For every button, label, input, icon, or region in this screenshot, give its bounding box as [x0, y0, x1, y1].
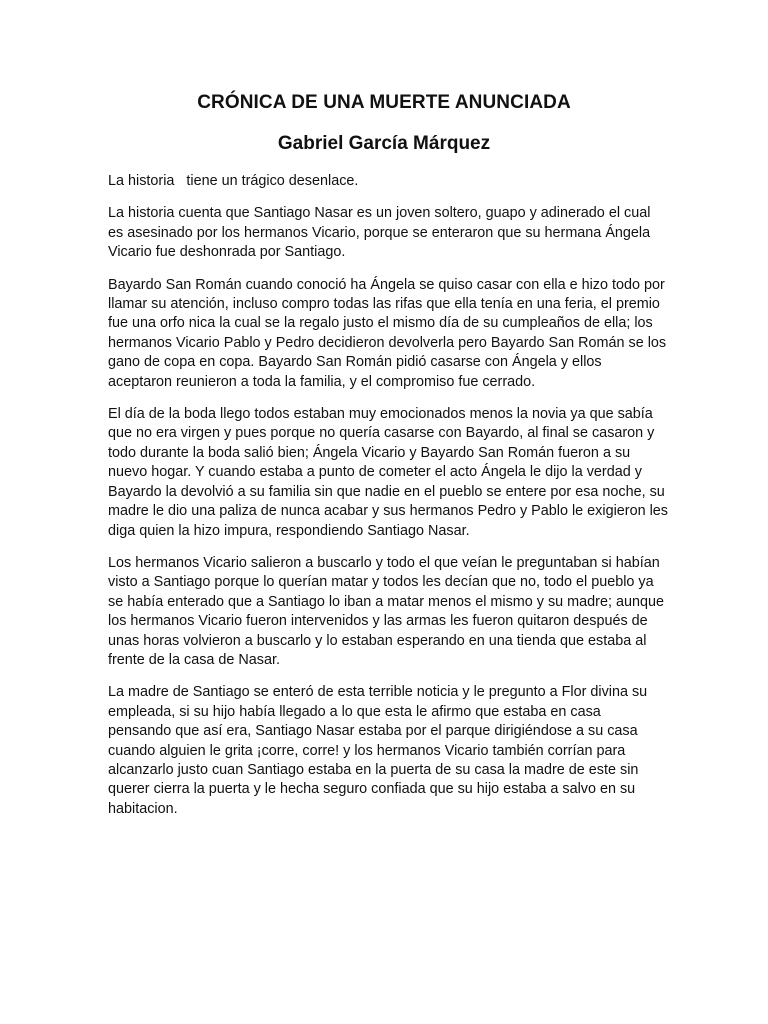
paragraph-5: Los hermanos Vicario salieron a buscarlo y todo el que veían le preguntaban si habían visto a Santiago porque lo querían matar y todos les decían que no, todo el pueblo ya se había enterado que a Santiago lo iban a matar menos el mismo y su madre; aunque los hermanos Vicario fueron intervenidos y las armas les fueron quitaron después de unas horas volvieron a buscarlo y lo estaban esperando en una tienda que estaba al frente de la casa de Nasar. [108, 554, 668, 668]
document-author: Gabriel García Márquez [277, 133, 491, 154]
paragraph-3: Bayardo San Román cuando conoció ha Ángela se quiso casar con ella e hizo todo por llamar su atención, incluso compro todas las rifas que ella tenía en una feria, el premio fue una orfo nica la cual se la regalo justo el mismo día de su cumpleaños de ella; los hermanos Vicario Pablo y Pedro decidieron devolverla pero Bayardo San Román se los gano de copa en copa. Bayardo San Román pidió casarse con Ángela y ellos aceptaron reunieron a toda la familia, y el compromiso fue cerrado. [108, 276, 671, 390]
document-body [108, 172, 672, 832]
paragraph-6: La madre de Santiago se enteró de esta terrible noticia y le pregunto a Flor divina su empleada, si su hijo había llegado a lo que esta le afirmo que estaba en casa pensando que así era, Santiago Nasar estaba por el parque dirigiéndose a su casa cuando alguien le grita ¡corre, corre! y los hermanos Vicario también corrían para alcanzarlo justo cuan Santiago estaba en la puerta de su casa la madre de este sin querer cierra la puerta y le hecha seguro confiada que su hijo estaba a salvo en su habitacion. [108, 684, 652, 817]
paragraph-1: La historia tiene un trágico desenlace. [108, 173, 359, 189]
paragraph-4: El día de la boda llego todos estaban muy emocionados menos la novia ya que sabía que no era virgen y pues porque no quería casarse con Bayardo, al final se casaron y todo durante la boda salió bien; Ángela Vicario y Bayardo San Román fueron a su nuevo hogar. Y cuando estaba a punto de cometer el acto Ángela le dijo la verdad y Bayardo la devolvió a su familia sin que nadie en el pueblo se entere por esa noche, su madre le dio una paliza de nunca acabar y sus hermanos Pedro y Pablo le exigieron les diga quien la hizo impura, respondiendo Santiago Nasar. [108, 406, 672, 539]
paragraph-2: La historia cuenta que Santiago Nasar es un joven soltero, guapo y adinerado el cual es asesinado por los hermanos Vicario, porque se enteraron que su hermana Ángela Vicario fue deshonrada por Santiago. [108, 205, 655, 261]
document-title: CRÓNICA DE UNA MUERTE ANUNCIADA [197, 92, 571, 113]
